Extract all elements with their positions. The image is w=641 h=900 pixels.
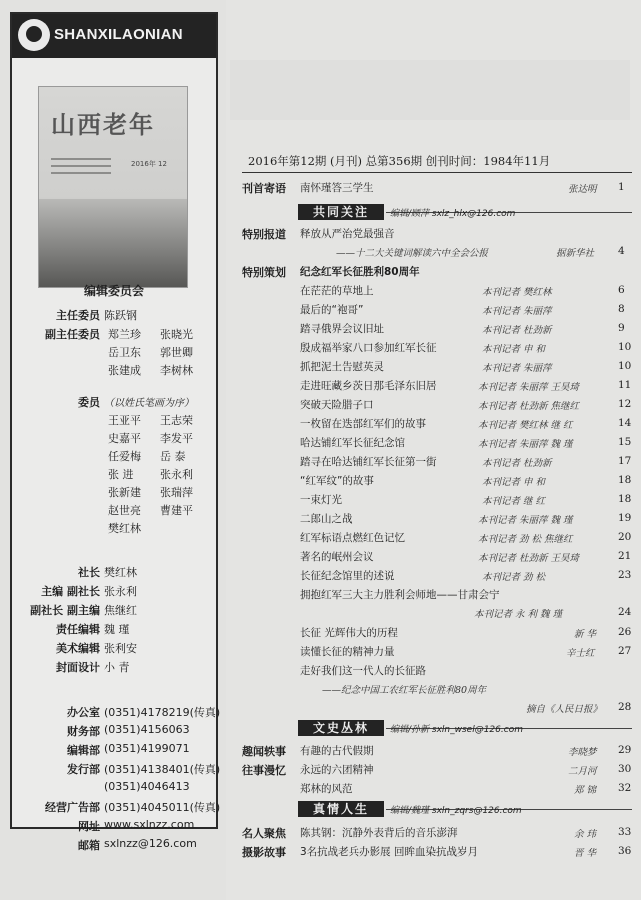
column-header: 共同关注	[298, 204, 384, 220]
members-note: （以姓氏笔画为序）	[104, 398, 194, 409]
toc-author: 本刊记者 朱丽萍 魏 瑾	[478, 439, 573, 450]
column-editor: 编辑/顾萍 sxlz_hlx@126.com	[390, 209, 516, 219]
toc-title[interactable]: 踏寻俄界会议旧址	[300, 323, 384, 335]
editorial-board-title: 编辑委员会	[83, 284, 144, 298]
toc-title[interactable]: 一枚留在迭部红军们的故事	[300, 418, 426, 430]
staff-value: 魏 瑾	[104, 623, 130, 636]
toc-feature-title: 纪念红军长征胜利80周年	[300, 266, 420, 278]
toc-page: 10	[618, 341, 632, 353]
section-label: 趣闻轶事	[242, 745, 286, 758]
toc-page: 30	[618, 763, 632, 775]
toc-page: 24	[618, 606, 632, 618]
email-link[interactable]: sxlnzz@126.com	[104, 837, 197, 850]
toc-page: 9	[618, 322, 625, 334]
contact-value: (0351)4199071	[104, 742, 190, 755]
toc-title[interactable]: 走进旺藏乡茨日那毛泽东旧居	[300, 380, 437, 392]
toc-title[interactable]: 郑林的风范	[300, 783, 353, 795]
director-name: 陈跃钢	[104, 309, 137, 322]
toc-title[interactable]: 有趣的古代假期	[300, 745, 374, 757]
masthead-box	[10, 12, 221, 852]
toc-author: 本刊记者 樊红林	[482, 287, 552, 298]
toc-title[interactable]: 一束灯光	[300, 494, 342, 506]
staff-value: 樊红林	[104, 566, 137, 579]
toc-page: 6	[618, 284, 625, 296]
toc-page: 14	[618, 417, 632, 429]
cover-title: 山西老年	[51, 110, 155, 139]
toc-author: 摘自《人民日报》	[526, 704, 603, 715]
contact-label: 财务部	[67, 725, 100, 738]
toc-title[interactable]: 南怀瑾答三学生	[300, 182, 374, 194]
toc-author: 本刊记者 杜劲新 王昊琦	[478, 553, 580, 564]
toc-title[interactable]: 长征纪念馆里的述说	[300, 570, 395, 582]
contact-label: 邮箱	[78, 839, 100, 852]
toc-title[interactable]: 哈达铺红军长征纪念馆	[300, 437, 405, 449]
vice-director-label: 副主任委员	[45, 328, 100, 341]
toc-title[interactable]: 最后的“袍哥”	[300, 304, 364, 316]
toc-author: 张达明	[568, 184, 597, 195]
toc-page: 17	[618, 455, 632, 467]
toc-author: 本刊记者 朱丽萍 王昊琦	[478, 382, 580, 393]
toc-subtitle: ——十二大关键词解读六中全会公报	[336, 248, 489, 259]
toc-title[interactable]: 著名的岷州会议	[300, 551, 374, 563]
brand-bar	[12, 14, 216, 58]
toc-title[interactable]: 读懂长征的精神力量	[300, 646, 395, 658]
toc-title[interactable]: 拥抱红军三大主力胜利会师地——甘肃会宁	[300, 589, 500, 601]
member-row: 樊红林	[108, 522, 141, 535]
contact-label: 编辑部	[67, 744, 100, 757]
section-label: 刊首寄语	[242, 182, 286, 195]
toc-title[interactable]: 突破天险腊子口	[300, 399, 374, 411]
toc-author: 本刊记者 朱丽萍	[482, 363, 552, 374]
website-link[interactable]: www.sxlnzz.com	[104, 818, 195, 831]
toc-author: 本刊记者 杜劲新 焦继红	[478, 401, 580, 412]
section-label: 特别报道	[242, 228, 286, 241]
contact-value: (0351)4178219(传真)	[104, 706, 221, 719]
masthead-panel	[0, 0, 226, 900]
column-header: 文史丛林	[298, 720, 384, 736]
vice-row: 张建成 李树林	[108, 364, 193, 377]
toc-author: 本刊记者 继 红	[482, 496, 546, 507]
toc-author: 本刊记者 申 和	[482, 477, 546, 488]
staff-value: 小 青	[104, 661, 130, 674]
staff-value: 张利安	[104, 642, 137, 655]
member-row: 张 进 张永利	[108, 468, 193, 481]
toc-title[interactable]: 二郎山之战	[300, 513, 353, 525]
toc-page: 18	[618, 493, 632, 505]
toc-title[interactable]: 殷成福举家八口参加红军长征	[300, 342, 437, 354]
toc-title[interactable]: 陈其钢：沉静外表背后的音乐澎湃	[300, 827, 458, 839]
section-label: 特别策划	[242, 266, 286, 279]
toc-author: 本刊记者 劲 松	[482, 572, 546, 583]
toc-title[interactable]: 长征 光辉伟大的历程	[300, 627, 398, 639]
member-row: 任爱梅 岳 泰	[108, 450, 186, 463]
crane-logo-icon	[18, 19, 50, 51]
toc-page: 10	[618, 360, 632, 372]
contents-page	[226, 0, 641, 900]
contact-label: 发行部	[67, 763, 100, 776]
toc-author: 本刊记者 申 和	[482, 344, 546, 355]
issue-divider	[242, 172, 632, 173]
column-header: 真情人生	[298, 801, 384, 817]
magazine-cover	[38, 86, 188, 288]
contact-value: (0351)4046413	[104, 780, 190, 793]
cover-photo	[39, 199, 187, 287]
toc-subtitle: ——纪念中国工农红军长征胜利80周年	[322, 685, 487, 696]
toc-author: 本刊记者 劲 松 焦继红	[478, 534, 573, 545]
toc-page: 18	[618, 474, 632, 486]
toc-author: 二月河	[568, 766, 597, 777]
cover-year: 2016年 12	[131, 160, 167, 168]
toc-author: 郑 锦	[574, 785, 597, 796]
staff-value: 焦继红	[104, 604, 137, 617]
vice-row: 郑兰珍 张晓光	[108, 328, 193, 341]
cover-text-lines	[51, 153, 111, 179]
staff-label: 责任编辑	[56, 623, 100, 636]
toc-title[interactable]: 在茫茫的草地上	[300, 285, 374, 297]
toc-page: 19	[618, 512, 632, 524]
toc-author: 新 华	[574, 629, 597, 640]
brand-name: SHANXILAONIAN	[54, 26, 183, 43]
toc-page: 1	[618, 181, 625, 193]
toc-page: 11	[618, 379, 632, 391]
toc-title[interactable]: 释放从严治党最强音	[300, 228, 395, 240]
member-row: 赵世亮 曹建平	[108, 504, 193, 517]
staff-label: 主编 副社长	[41, 585, 100, 598]
staff-label: 封面设计	[56, 661, 100, 674]
staff-label: 副社长 副主编	[30, 604, 100, 617]
toc-page: 21	[618, 550, 632, 562]
section-label: 摄影故事	[242, 846, 286, 859]
section-label: 往事漫忆	[242, 764, 286, 777]
toc-author: 晋 华	[574, 848, 597, 859]
toc-page: 20	[618, 531, 632, 543]
toc-page: 33	[618, 826, 632, 838]
toc-title[interactable]: 抓把泥土告慰英灵	[300, 361, 384, 373]
toc-title[interactable]: 红军标语点燃红色记忆	[300, 532, 405, 544]
toc-author: 余 玮	[574, 829, 597, 840]
column-editor: 编辑/魏瑾 sxln_zqrs@126.com	[390, 806, 522, 816]
toc-title[interactable]: 永远的六团精神	[300, 764, 374, 776]
toc-author: 本刊记者 樊红林 继 红	[478, 420, 573, 431]
toc-page: 36	[618, 845, 632, 857]
toc-title[interactable]: 踏寻在哈达铺红军长征第一街	[300, 456, 437, 468]
toc-page: 27	[618, 645, 632, 657]
toc-page: 8	[618, 303, 625, 315]
toc-author: 据新华社	[556, 248, 595, 259]
contact-label: 经营广告部	[45, 801, 100, 814]
toc-author: 本刊记者 朱丽萍	[482, 306, 552, 317]
column-editor: 编辑/孙新 sxln_wsel@126.com	[390, 725, 523, 735]
toc-author: 本刊记者 杜劲新	[482, 325, 552, 336]
toc-page: 29	[618, 744, 632, 756]
toc-page: 12	[618, 398, 632, 410]
toc-page: 15	[618, 436, 632, 448]
contact-label: 网址	[78, 820, 100, 833]
member-row: 王亚平 王志荣	[108, 414, 193, 427]
staff-label: 美术编辑	[56, 642, 100, 655]
toc-page: 23	[618, 569, 632, 581]
toc-author: 本刊记者 永 利 魏 瑾	[474, 609, 563, 620]
member-row: 张新建 张瑞萍	[108, 486, 193, 499]
contact-value: (0351)4045011(传真)	[104, 801, 221, 814]
toc-page: 4	[618, 245, 625, 257]
toc-title[interactable]: 走好我们这一代人的长征路	[300, 665, 426, 677]
vice-row: 岳卫东 郭世卿	[108, 346, 193, 359]
staff-label: 社长	[78, 566, 100, 579]
member-row: 史嘉平 李发平	[108, 432, 193, 445]
toc-page: 28	[618, 701, 632, 713]
toc-author: 李晓梦	[568, 747, 597, 758]
members-label: 委员	[78, 396, 100, 409]
staff-value: 张永利	[104, 585, 137, 598]
toc-title[interactable]: 3名抗战老兵办影展 回眸血染抗战岁月	[300, 846, 479, 858]
contact-label: 办公室	[67, 706, 100, 719]
toc-title[interactable]: “红军纹”的故事	[300, 475, 374, 487]
contact-value: (0351)4156063	[104, 723, 190, 736]
contact-value: (0351)4138401(传真)	[104, 763, 221, 776]
faded-header-watermark	[230, 60, 630, 120]
toc-author: 辛士红	[566, 648, 595, 659]
issue-line: 2016年第12期 (月刊) 总第356期 创刊时间：1984年11月	[248, 154, 551, 168]
toc-page: 26	[618, 626, 632, 638]
section-label: 名人聚焦	[242, 827, 286, 840]
toc-author: 本刊记者 朱丽萍 魏 瑾	[478, 515, 573, 526]
director-label: 主任委员	[56, 309, 100, 322]
toc-page: 32	[618, 782, 632, 794]
toc-author: 本刊记者 杜劲新	[482, 458, 552, 469]
